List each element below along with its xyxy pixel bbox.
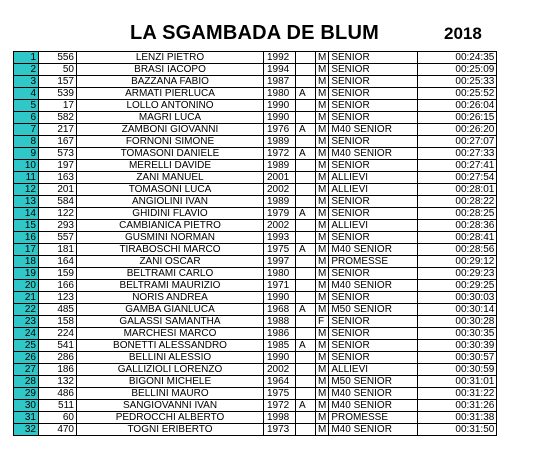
athlete-name-cell: NORIS ANDREA <box>77 292 264 304</box>
table-row <box>14 388 497 400</box>
finish-time-cell: 00:28:22 <box>418 196 497 208</box>
position-cell: 19 <box>14 268 39 280</box>
athlete-name-cell: TOMASONI DANIELE <box>77 148 264 160</box>
birth-year-cell: 1986 <box>264 328 296 340</box>
finish-time-cell: 00:25:52 <box>418 88 497 100</box>
team-flag-cell <box>296 388 316 400</box>
position-cell: 9 <box>14 148 39 160</box>
gender-cell: M <box>316 88 329 100</box>
category-cell: M40 SENIOR <box>329 388 418 400</box>
position-cell: 24 <box>14 328 39 340</box>
athlete-name-cell: ZANI MANUEL <box>77 172 264 184</box>
athlete-name-cell: PEDROCCHI ALBERTO <box>77 412 264 424</box>
athlete-name-cell: BIGONI MICHELE <box>77 376 264 388</box>
athlete-name-cell: MAGRI LUCA <box>77 112 264 124</box>
position-cell: 21 <box>14 292 39 304</box>
finish-time-cell: 00:30:57 <box>418 352 497 364</box>
team-flag-cell: A <box>296 88 316 100</box>
position-cell: 3 <box>14 76 39 88</box>
position-cell: 14 <box>14 208 39 220</box>
results-table-body <box>14 52 497 436</box>
position-cell: 20 <box>14 280 39 292</box>
team-flag-cell: A <box>296 208 316 220</box>
bib-number-cell: 511 <box>39 400 77 412</box>
bib-number-cell: 60 <box>39 412 77 424</box>
finish-time-cell: 00:28:41 <box>418 232 497 244</box>
bib-number-cell: 584 <box>39 196 77 208</box>
athlete-name-cell: CAMBIANICA PIETRO <box>77 220 264 232</box>
category-cell: ALLIEVI <box>329 220 418 232</box>
gender-cell: M <box>316 424 329 436</box>
category-cell: M40 SENIOR <box>329 244 418 256</box>
table-row <box>14 172 497 184</box>
team-flag-cell <box>296 280 316 292</box>
table-row <box>14 352 497 364</box>
athlete-name-cell: LOLLO ANTONINO <box>77 100 264 112</box>
table-row <box>14 244 497 256</box>
table-row <box>14 136 497 148</box>
position-cell: 22 <box>14 304 39 316</box>
table-row <box>14 148 497 160</box>
table-row <box>14 268 497 280</box>
gender-cell: M <box>316 412 329 424</box>
category-cell: PROMESSE <box>329 412 418 424</box>
bib-number-cell: 186 <box>39 364 77 376</box>
category-cell: SENIOR <box>329 88 418 100</box>
birth-year-cell: 1992 <box>264 52 296 64</box>
athlete-name-cell: BELLINI MAURO <box>77 388 264 400</box>
finish-time-cell: 00:29:25 <box>418 280 497 292</box>
birth-year-cell: 1976 <box>264 124 296 136</box>
gender-cell: M <box>316 328 329 340</box>
bib-number-cell: 470 <box>39 424 77 436</box>
position-cell: 31 <box>14 412 39 424</box>
category-cell: M50 SENIOR <box>329 304 418 316</box>
finish-time-cell: 00:30:39 <box>418 340 497 352</box>
team-flag-cell: A <box>296 400 316 412</box>
gender-cell: M <box>316 172 329 184</box>
category-cell: SENIOR <box>329 100 418 112</box>
birth-year-cell: 1989 <box>264 136 296 148</box>
table-row <box>14 340 497 352</box>
category-cell: ALLIEVI <box>329 364 418 376</box>
position-cell: 16 <box>14 232 39 244</box>
category-cell: SENIOR <box>329 316 418 328</box>
position-cell: 28 <box>14 376 39 388</box>
birth-year-cell: 1997 <box>264 256 296 268</box>
finish-time-cell: 00:30:14 <box>418 304 497 316</box>
gender-cell: M <box>316 52 329 64</box>
birth-year-cell: 2001 <box>264 172 296 184</box>
birth-year-cell: 1990 <box>264 292 296 304</box>
gender-cell: M <box>316 232 329 244</box>
bib-number-cell: 293 <box>39 220 77 232</box>
finish-time-cell: 00:31:26 <box>418 400 497 412</box>
results-table <box>13 51 497 436</box>
gender-cell: M <box>316 268 329 280</box>
gender-cell: M <box>316 352 329 364</box>
position-cell: 29 <box>14 388 39 400</box>
bib-number-cell: 164 <box>39 256 77 268</box>
page-year: 2018 <box>444 24 482 43</box>
table-row <box>14 376 497 388</box>
team-flag-cell <box>296 160 316 172</box>
team-flag-cell <box>296 100 316 112</box>
position-cell: 17 <box>14 244 39 256</box>
team-flag-cell <box>296 52 316 64</box>
position-cell: 4 <box>14 88 39 100</box>
gender-cell: M <box>316 256 329 268</box>
table-row <box>14 112 497 124</box>
finish-time-cell: 00:25:33 <box>418 76 497 88</box>
team-flag-cell <box>296 364 316 376</box>
team-flag-cell <box>296 220 316 232</box>
birth-year-cell: 1972 <box>264 148 296 160</box>
team-flag-cell <box>296 136 316 148</box>
gender-cell: M <box>316 100 329 112</box>
finish-time-cell: 00:28:01 <box>418 184 497 196</box>
birth-year-cell: 1964 <box>264 376 296 388</box>
team-flag-cell <box>296 268 316 280</box>
bib-number-cell: 557 <box>39 232 77 244</box>
team-flag-cell <box>296 352 316 364</box>
athlete-name-cell: MARCHESI MARCO <box>77 328 264 340</box>
position-cell: 10 <box>14 160 39 172</box>
bib-number-cell: 286 <box>39 352 77 364</box>
table-row <box>14 220 497 232</box>
gender-cell: M <box>316 148 329 160</box>
athlete-name-cell: SANGIOVANNI IVAN <box>77 400 264 412</box>
bib-number-cell: 158 <box>39 316 77 328</box>
bib-number-cell: 573 <box>39 148 77 160</box>
category-cell: SENIOR <box>329 268 418 280</box>
team-flag-cell: A <box>296 148 316 160</box>
athlete-name-cell: TIRABOSCHI MARCO <box>77 244 264 256</box>
team-flag-cell <box>296 424 316 436</box>
birth-year-cell: 1975 <box>264 244 296 256</box>
birth-year-cell: 1993 <box>264 232 296 244</box>
category-cell: SENIOR <box>329 232 418 244</box>
table-row <box>14 64 497 76</box>
bib-number-cell: 556 <box>39 52 77 64</box>
team-flag-cell <box>296 76 316 88</box>
position-cell: 26 <box>14 352 39 364</box>
table-row <box>14 364 497 376</box>
birth-year-cell: 1985 <box>264 340 296 352</box>
birth-year-cell: 1988 <box>264 316 296 328</box>
athlete-name-cell: GUSMINI NORMAN <box>77 232 264 244</box>
athlete-name-cell: MERELLI DAVIDE <box>77 160 264 172</box>
team-flag-cell <box>296 256 316 268</box>
position-cell: 18 <box>14 256 39 268</box>
table-row <box>14 88 497 100</box>
team-flag-cell <box>296 328 316 340</box>
team-flag-cell <box>296 292 316 304</box>
bib-number-cell: 132 <box>39 376 77 388</box>
finish-time-cell: 00:29:12 <box>418 256 497 268</box>
team-flag-cell: A <box>296 244 316 256</box>
category-cell: ALLIEVI <box>329 184 418 196</box>
finish-time-cell: 00:29:23 <box>418 268 497 280</box>
team-flag-cell <box>296 172 316 184</box>
athlete-name-cell: LENZI PIETRO <box>77 52 264 64</box>
category-cell: PROMESSE <box>329 256 418 268</box>
team-flag-cell <box>296 64 316 76</box>
table-row <box>14 304 497 316</box>
bib-number-cell: 17 <box>39 100 77 112</box>
category-cell: M40 SENIOR <box>329 148 418 160</box>
position-cell: 7 <box>14 124 39 136</box>
athlete-name-cell: BELTRAMI CARLO <box>77 268 264 280</box>
gender-cell: M <box>316 280 329 292</box>
finish-time-cell: 00:30:28 <box>418 316 497 328</box>
gender-cell: F <box>316 316 329 328</box>
position-cell: 30 <box>14 400 39 412</box>
birth-year-cell: 1971 <box>264 280 296 292</box>
athlete-name-cell: ANGIOLINI IVAN <box>77 196 264 208</box>
bib-number-cell: 166 <box>39 280 77 292</box>
category-cell: SENIOR <box>329 208 418 220</box>
birth-year-cell: 1990 <box>264 112 296 124</box>
position-cell: 1 <box>14 52 39 64</box>
team-flag-cell <box>296 232 316 244</box>
athlete-name-cell: TOGNI ERIBERTO <box>77 424 264 436</box>
bib-number-cell: 486 <box>39 388 77 400</box>
gender-cell: M <box>316 196 329 208</box>
category-cell: M40 SENIOR <box>329 400 418 412</box>
birth-year-cell: 1979 <box>264 208 296 220</box>
birth-year-cell: 1994 <box>264 64 296 76</box>
team-flag-cell <box>296 184 316 196</box>
team-flag-cell: A <box>296 304 316 316</box>
gender-cell: M <box>316 136 329 148</box>
category-cell: ALLIEVI <box>329 172 418 184</box>
finish-time-cell: 00:28:56 <box>418 244 497 256</box>
table-row <box>14 316 497 328</box>
finish-time-cell: 00:31:01 <box>418 376 497 388</box>
bib-number-cell: 123 <box>39 292 77 304</box>
category-cell: SENIOR <box>329 352 418 364</box>
athlete-name-cell: TOMASONI LUCA <box>77 184 264 196</box>
bib-number-cell: 197 <box>39 160 77 172</box>
finish-time-cell: 00:30:35 <box>418 328 497 340</box>
page-title: LA SGAMBADA DE BLUM <box>130 22 379 44</box>
finish-time-cell: 00:26:15 <box>418 112 497 124</box>
table-row <box>14 280 497 292</box>
finish-time-cell: 00:27:54 <box>418 172 497 184</box>
gender-cell: M <box>316 112 329 124</box>
position-cell: 6 <box>14 112 39 124</box>
bib-number-cell: 217 <box>39 124 77 136</box>
category-cell: M40 SENIOR <box>329 424 418 436</box>
table-row <box>14 52 497 64</box>
gender-cell: M <box>316 208 329 220</box>
category-cell: SENIOR <box>329 64 418 76</box>
category-cell: SENIOR <box>329 52 418 64</box>
birth-year-cell: 1989 <box>264 160 296 172</box>
athlete-name-cell: BAZZANA FABIO <box>77 76 264 88</box>
table-row <box>14 160 497 172</box>
position-cell: 32 <box>14 424 39 436</box>
team-flag-cell <box>296 196 316 208</box>
birth-year-cell: 2002 <box>264 220 296 232</box>
bib-number-cell: 122 <box>39 208 77 220</box>
bib-number-cell: 163 <box>39 172 77 184</box>
finish-time-cell: 00:30:59 <box>418 364 497 376</box>
finish-time-cell: 00:31:50 <box>418 424 497 436</box>
bib-number-cell: 201 <box>39 184 77 196</box>
table-row <box>14 232 497 244</box>
gender-cell: M <box>316 400 329 412</box>
category-cell: M40 SENIOR <box>329 124 418 136</box>
gender-cell: M <box>316 304 329 316</box>
position-cell: 12 <box>14 184 39 196</box>
gender-cell: M <box>316 388 329 400</box>
athlete-name-cell: GAMBA GIANLUCA <box>77 304 264 316</box>
gender-cell: M <box>316 364 329 376</box>
birth-year-cell: 2002 <box>264 364 296 376</box>
birth-year-cell: 1990 <box>264 100 296 112</box>
athlete-name-cell: BELTRAMI MAURIZIO <box>77 280 264 292</box>
finish-time-cell: 00:27:41 <box>418 160 497 172</box>
team-flag-cell <box>296 316 316 328</box>
bib-number-cell: 582 <box>39 112 77 124</box>
birth-year-cell: 1989 <box>264 196 296 208</box>
athlete-name-cell: FORNONI SIMONE <box>77 136 264 148</box>
gender-cell: M <box>316 160 329 172</box>
position-cell: 2 <box>14 64 39 76</box>
table-row <box>14 424 497 436</box>
position-cell: 23 <box>14 316 39 328</box>
finish-time-cell: 00:26:20 <box>418 124 497 136</box>
category-cell: M40 SENIOR <box>329 280 418 292</box>
athlete-name-cell: BELLINI ALESSIO <box>77 352 264 364</box>
gender-cell: M <box>316 184 329 196</box>
finish-time-cell: 00:28:36 <box>418 220 497 232</box>
finish-time-cell: 00:27:07 <box>418 136 497 148</box>
birth-year-cell: 1987 <box>264 76 296 88</box>
athlete-name-cell: ARMATI PIERLUCA <box>77 88 264 100</box>
finish-time-cell: 00:30:03 <box>418 292 497 304</box>
category-cell: SENIOR <box>329 196 418 208</box>
athlete-name-cell: ZANI OSCAR <box>77 256 264 268</box>
table-row <box>14 292 497 304</box>
gender-cell: M <box>316 292 329 304</box>
table-row <box>14 196 497 208</box>
bib-number-cell: 485 <box>39 304 77 316</box>
position-cell: 25 <box>14 340 39 352</box>
category-cell: M50 SENIOR <box>329 376 418 388</box>
category-cell: SENIOR <box>329 160 418 172</box>
position-cell: 8 <box>14 136 39 148</box>
birth-year-cell: 1998 <box>264 412 296 424</box>
position-cell: 27 <box>14 364 39 376</box>
table-row <box>14 184 497 196</box>
athlete-name-cell: GALASSI SAMANTHA <box>77 316 264 328</box>
birth-year-cell: 1975 <box>264 388 296 400</box>
athlete-name-cell: BRASI IACOPO <box>77 64 264 76</box>
bib-number-cell: 181 <box>39 244 77 256</box>
table-row <box>14 256 497 268</box>
category-cell: SENIOR <box>329 112 418 124</box>
gender-cell: M <box>316 64 329 76</box>
gender-cell: M <box>316 220 329 232</box>
athlete-name-cell: BONETTI ALESSANDRO <box>77 340 264 352</box>
gender-cell: M <box>316 340 329 352</box>
position-cell: 5 <box>14 100 39 112</box>
birth-year-cell: 1972 <box>264 400 296 412</box>
category-cell: SENIOR <box>329 76 418 88</box>
category-cell: SENIOR <box>329 328 418 340</box>
category-cell: SENIOR <box>329 136 418 148</box>
gender-cell: M <box>316 76 329 88</box>
finish-time-cell: 00:31:22 <box>418 388 497 400</box>
birth-year-cell: 1980 <box>264 88 296 100</box>
table-row <box>14 76 497 88</box>
category-cell: SENIOR <box>329 340 418 352</box>
category-cell: SENIOR <box>329 292 418 304</box>
table-row <box>14 100 497 112</box>
gender-cell: M <box>316 124 329 136</box>
finish-time-cell: 00:31:38 <box>418 412 497 424</box>
team-flag-cell: A <box>296 124 316 136</box>
finish-time-cell: 00:25:09 <box>418 64 497 76</box>
athlete-name-cell: ZAMBONI GIOVANNI <box>77 124 264 136</box>
position-cell: 15 <box>14 220 39 232</box>
gender-cell: M <box>316 244 329 256</box>
athlete-name-cell: GHIDINI FLAVIO <box>77 208 264 220</box>
finish-time-cell: 00:27:33 <box>418 148 497 160</box>
team-flag-cell <box>296 112 316 124</box>
table-row <box>14 400 497 412</box>
position-cell: 13 <box>14 196 39 208</box>
birth-year-cell: 1973 <box>264 424 296 436</box>
bib-number-cell: 159 <box>39 268 77 280</box>
bib-number-cell: 539 <box>39 88 77 100</box>
team-flag-cell <box>296 376 316 388</box>
bib-number-cell: 50 <box>39 64 77 76</box>
bib-number-cell: 157 <box>39 76 77 88</box>
team-flag-cell <box>296 412 316 424</box>
finish-time-cell: 00:24:35 <box>418 52 497 64</box>
bib-number-cell: 167 <box>39 136 77 148</box>
athlete-name-cell: GALLIZIOLI LORENZO <box>77 364 264 376</box>
birth-year-cell: 1968 <box>264 304 296 316</box>
position-cell: 11 <box>14 172 39 184</box>
team-flag-cell: A <box>296 340 316 352</box>
birth-year-cell: 2002 <box>264 184 296 196</box>
table-row <box>14 412 497 424</box>
birth-year-cell: 1990 <box>264 352 296 364</box>
birth-year-cell: 1980 <box>264 268 296 280</box>
table-row <box>14 124 497 136</box>
finish-time-cell: 00:28:25 <box>418 208 497 220</box>
table-row <box>14 208 497 220</box>
finish-time-cell: 00:26:04 <box>418 100 497 112</box>
gender-cell: M <box>316 376 329 388</box>
table-row <box>14 328 497 340</box>
bib-number-cell: 541 <box>39 340 77 352</box>
bib-number-cell: 224 <box>39 328 77 340</box>
